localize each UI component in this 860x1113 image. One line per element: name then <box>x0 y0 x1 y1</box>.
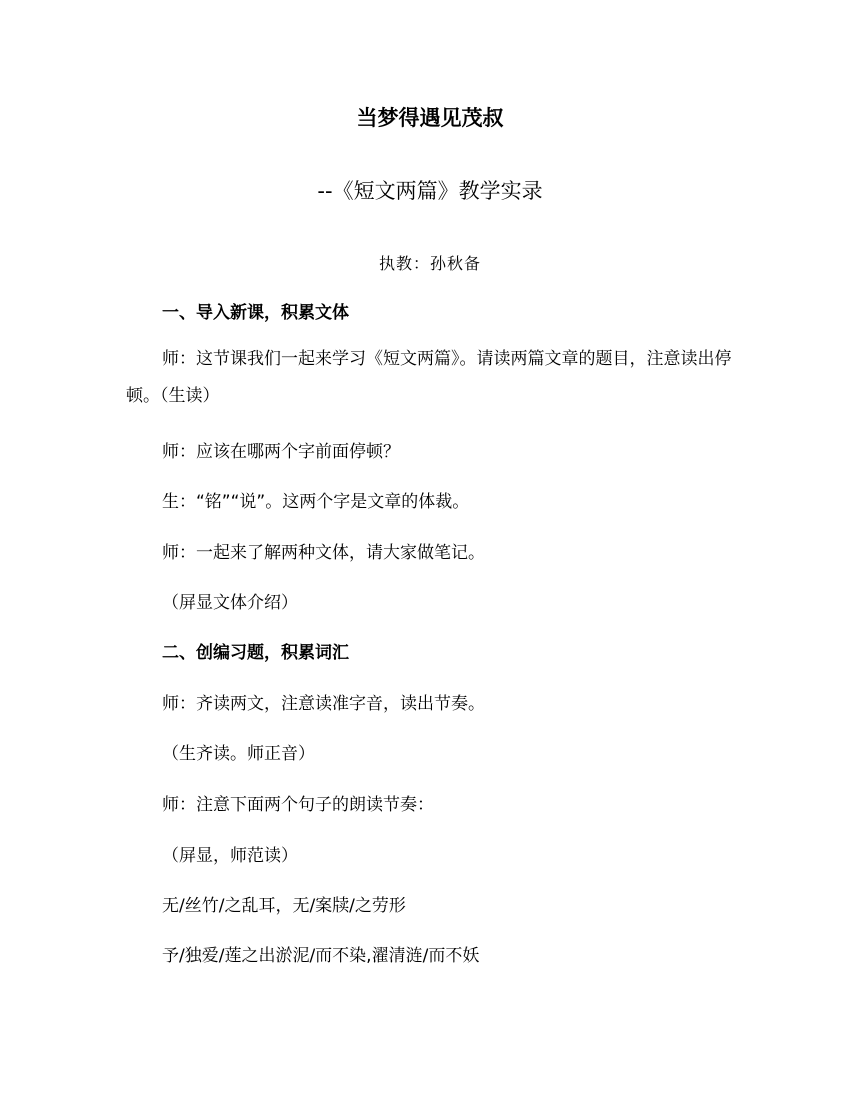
paragraph: 师：这节课我们一起来学习《短文两篇》。请读两篇文章的题目，注意读出停顿。（生读） <box>126 349 732 406</box>
paragraph: （生齐读。师正音） <box>162 744 315 764</box>
paragraph: 师：一起来了解两种文体，请大家做笔记。 <box>162 543 485 563</box>
paragraph: 无/丝竹/之乱耳，无/案牍/之劳形 <box>162 896 406 916</box>
section-heading-2: 二、创编习题，积累词汇 <box>162 643 349 663</box>
document-subtitle: --《短文两篇》教学实录 <box>317 179 543 203</box>
paragraph: 予/独爱/莲之出淤泥/而不染,濯清涟/而不妖 <box>162 946 480 966</box>
section-heading-1: 一、导入新课，积累文体 <box>162 303 349 323</box>
paragraph: 师：应该在哪两个字前面停顿？ <box>162 442 400 462</box>
document-title: 当梦得遇见茂叔 <box>356 106 504 130</box>
author-line: 执教：孙秋备 <box>378 254 481 273</box>
paragraph: （屏显文体介绍） <box>162 593 298 613</box>
paragraph: （屏显，师范读） <box>162 846 298 866</box>
paragraph: 师：注意下面两个句子的朗读节奏： <box>162 795 434 815</box>
paragraph: 师：齐读两文，注意读准字音，读出节奏。 <box>162 694 485 714</box>
paragraph: 生：“铭”“说”。这两个字是文章的体裁。 <box>162 492 470 512</box>
